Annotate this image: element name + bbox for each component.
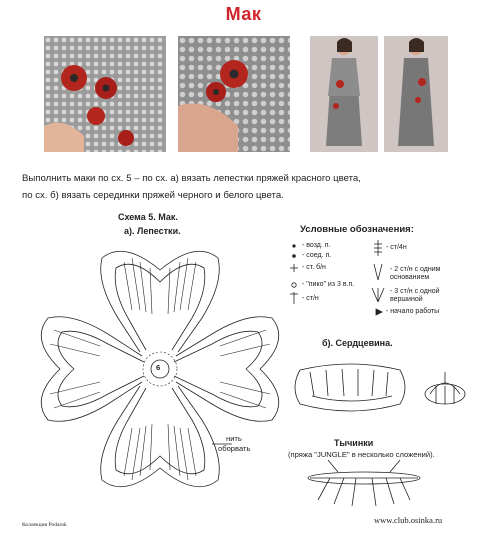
scheme-title: Схема 5. Мак. — [118, 212, 178, 222]
footer-url: www.club.osinka.ru — [374, 515, 443, 525]
petals-caption: а). Лепестки. — [124, 226, 181, 236]
legend-item-quad-treble: - ст/4н — [386, 244, 407, 251]
stamens-note: (пряжа "JUNGLE" в несколько сложений). — [288, 450, 435, 459]
legend-item-chain: - возд. п. — [302, 242, 331, 249]
legend-item-picot: - "пико" из 3 в.п. — [302, 281, 355, 288]
legend-item-three-dc-one-top: - 3 ст/н с одной вершиной — [390, 288, 440, 303]
page-title: Мак — [225, 4, 262, 24]
footer-credit: Коллекция Podarok — [22, 522, 67, 528]
instructions-line-2: по сх. б) вязать серединки пряжей черного и белого цвета. — [22, 190, 284, 201]
finish-note-1: нить — [226, 434, 242, 443]
legend-item-slip-stitch: - соед. п. — [302, 252, 332, 259]
legend-item-double-crochet: - ст/н — [302, 295, 319, 302]
finish-note-2: оборвать — [218, 444, 251, 453]
legend-item-start: - начало работы — [386, 308, 440, 315]
center-scheme-caption: б). Сердцевина. — [322, 338, 393, 348]
legend-item-single-crochet: - ст. б/н — [302, 264, 326, 271]
stamens-caption: Тычинки — [334, 438, 374, 448]
legend-title: Условные обозначения: — [300, 224, 414, 235]
legend-item-two-dc-one-base: - 2 ст/н с одним основанием — [390, 266, 441, 281]
center-number: 6 — [156, 363, 161, 372]
instructions-line-1: Выполнить маки по сх. 5 – по сх. а) вязать лепестки пряжей красного цвета, — [22, 173, 361, 184]
